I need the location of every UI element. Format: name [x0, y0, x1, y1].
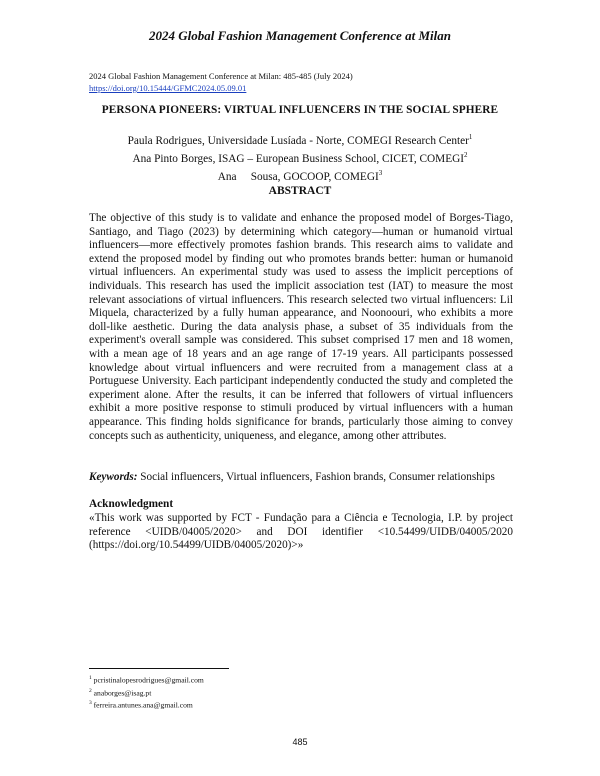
author-list	[0, 130, 600, 183]
citation-block	[89, 70, 353, 94]
footnote: $^2$ anaborges@isag.pt	[89, 687, 152, 698]
footnote-mark: 2	[464, 150, 468, 159]
keywords-label: Keywords:	[89, 471, 138, 483]
footnote: $^1$ pcristinalopesrodrigues@gmail.com	[89, 675, 204, 685]
footnote-mark: 1	[468, 133, 473, 141]
footnote: $^3$ ferreira.antunes.ana@gmail.com	[89, 700, 193, 710]
paper-title: PERSONA PIONEERS: VIRTUAL INFLUENCERS IN THE SOCIAL SPHERE	[101, 104, 499, 116]
footnote-mark: 3	[378, 168, 383, 177]
keywords-text: Social influencers, Virtual influencers, Fashion brands, Consumer relationships	[140, 471, 495, 483]
footnotes	[89, 673, 204, 711]
keywords-line	[89, 471, 529, 483]
footnote-divider	[89, 668, 229, 669]
abstract-heading: ABSTRACT	[268, 185, 332, 197]
author-line: Ana Pinto Borges, ISAG – European Business School, CICET, COMEGI$^2$	[132, 150, 468, 165]
acknowledgment-heading: Acknowledgment	[89, 498, 174, 510]
acknowledgment-text: «This work was supported by FCT - Fundação para a Ciência e Tecnologia, I.P. by project reference <UIDB/04005/2020> and DOI identifier <10.54499/UIDB/04005/2020 (https://doi.org/10.54499/UIDB/04005/2020)>»	[89, 512, 513, 552]
author-line: Ana Sousa, GOCOOP, COMEGI$^3$	[217, 168, 383, 183]
author-line: Paula Rodrigues, Universidade Lusíada - Norte, COMEGI Research Center$^1$	[127, 133, 473, 147]
page-number: 485	[292, 737, 308, 747]
conference-header: 2024 Global Fashion Management Conference at Milan	[149, 28, 451, 43]
citation-line: 2024 Global Fashion Management Conference at Milan: 485-485 (July 2024)	[89, 71, 353, 81]
abstract-text: The objective of this study is to validate and enhance the proposed model of Borges-Tiago, Santiago, and Tiago (2023) by determining which category—human or humanoid virtual influencers—more effectively promotes fashion brands. This research aims to validate and extend the proposed model by finding out who promotes brands better: human or humanoid virtual influencers. An experimental study was used to assess the implicit perceptions of individuals. This research has used the implicit association test (IAT) to measure the most relevant associations of virtual influencers. This research selected two virtual influencers: Lil Miquela, characterized by a fully human appearance, and Noonoouri, who exhibits a more doll-like aesthetic. During the data analysis phase, a subset of 35 individuals from the experiment's overall sample was considered. This subset comprised 17 men and 18 women, with a mean age of 18 years and an age range of 17-19 years. All participants possessed knowledge about virtual influencers and were recruited from a management class at a Portuguese University. Each participant independently conducted the study and completed the experiment alone. After the results, it can be inferred that followers of virtual influencers exhibit a more positive response to stimuli produced by virtual influencers with a human appearance. This finding holds significance for brands, particularly those aiming to convey concepts such as authenticity, uniqueness, and elegance, among other attributes.	[89, 212, 513, 442]
doi-link[interactable]: https://doi.org/10.15444/GFMC2024.05.09.01	[89, 83, 247, 93]
